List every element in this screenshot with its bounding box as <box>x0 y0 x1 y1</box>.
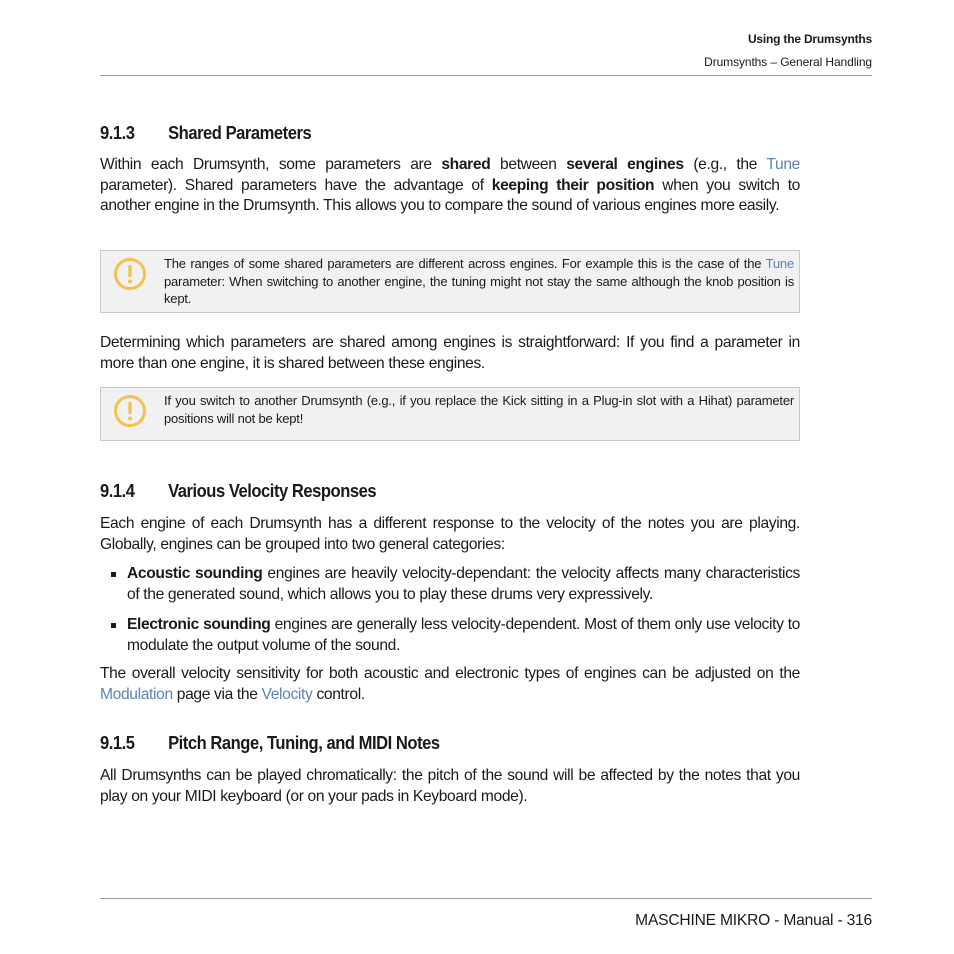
warning-note-1 <box>100 250 800 313</box>
paragraph-shared-determining: Determining which parameters are shared among engines is straightforward: If you find a parameter in more than one engine, it is shared between these engines. <box>100 334 800 372</box>
section-heading-9-1-5 <box>100 733 440 754</box>
bullet-square-icon <box>111 572 116 577</box>
bullet-square-icon <box>111 623 116 628</box>
header-section-title: Drumsynths – General Handling <box>704 55 872 69</box>
modulation-link[interactable]: Modulation <box>100 685 173 703</box>
footer-page-info: MASCHINE MIKRO - Manual - 316 <box>635 912 872 929</box>
paragraph-velocity-intro: Each engine of each Drumsynth has a different response to the velocity of the notes you are playing. Globally, engines can be grouped into two general categories: <box>100 515 800 553</box>
velocity-category-list <box>100 564 800 656</box>
section-heading-9-1-3 <box>100 123 311 144</box>
tune-link[interactable]: Tune <box>766 156 800 173</box>
paragraph-shared-intro: Within each Drumsynth, some parameters are shared between several engines (e.g., the Tune parameter). Shared parameters have the advantage of keeping their position when you switch to another engine in the Drumsynth. This allows you to compare the sound of various engines more easily. <box>100 156 800 214</box>
section-number: 9.1.3 <box>100 123 135 143</box>
section-title: Various Velocity Responses <box>168 481 377 501</box>
list-item: Electronic sounding engines are generally less velocity-dependent. Most of them only use velocity to modulate the output volume of the sound. <box>100 615 800 656</box>
warning-exclamation-icon <box>114 395 146 427</box>
warning-exclamation-icon <box>114 258 146 290</box>
tune-link[interactable]: Tune <box>765 256 794 271</box>
paragraph-pitch-range: All Drumsynths can be played chromatically: the pitch of the sound will be affected by the notes that you play on your MIDI keyboard (or on your pads in Keyboard mode). <box>100 767 800 805</box>
warning-note-text: The ranges of some shared parameters are different across engines. For example this is the case of the Tune parameter: When switching to another engine, the tuning might not stay the same although the knob position is kept. <box>164 256 794 306</box>
velocity-link[interactable]: Velocity <box>261 685 313 703</box>
header-chapter-title: Using the Drumsynths <box>747 32 872 46</box>
section-number: 9.1.5 <box>100 733 135 753</box>
section-title: Shared Parameters <box>168 123 312 143</box>
paragraph-velocity-sensitivity: The overall velocity sensitivity for both acoustic and electronic types of engines can be adjusted on the Modulation page via the Velocity control. <box>100 665 800 703</box>
section-title: Pitch Range, Tuning, and MIDI Notes <box>168 733 440 753</box>
warning-note-text: If you switch to another Drumsynth (e.g., if you replace the Kick sitting in a Plug-in slot with a Hihat) parameter positions will not be kept! <box>164 393 794 426</box>
header-divider <box>100 75 872 76</box>
list-item: Acoustic sounding engines are heavily velocity-dependant: the velocity affects many characteristics of the generated sound, which allows you to play these drums very expressively. <box>100 564 800 605</box>
section-number: 9.1.4 <box>100 481 135 501</box>
warning-note-2 <box>100 387 800 441</box>
section-heading-9-1-4 <box>100 481 376 502</box>
footer-divider <box>100 898 872 899</box>
